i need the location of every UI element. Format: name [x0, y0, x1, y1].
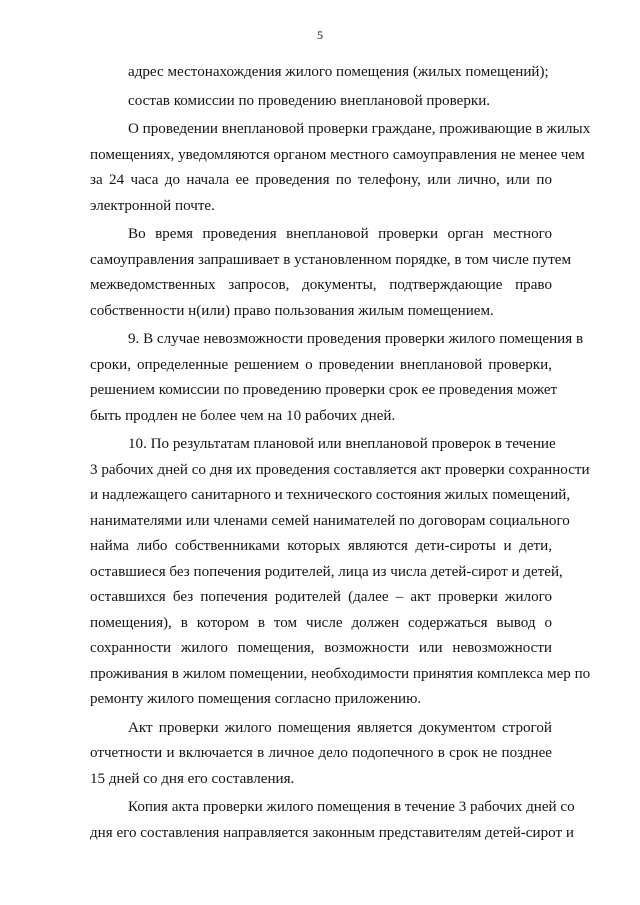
- paragraph: [90, 327, 584, 429]
- text-line: 10. По результатам плановой или внеплановой проверок в течение: [128, 436, 556, 452]
- text-line: адрес местонахождения жилого помещения (жилых помещений);: [128, 64, 549, 80]
- text-line: Акт проверки жилого помещения является документом строгой: [128, 719, 552, 736]
- text-line: электронной почте.: [90, 197, 215, 214]
- text-line: 9. В случае невозможности проведения проверки жилого помещения в: [128, 331, 584, 347]
- text-line: собственности н(или) право пользования жилым помещением.: [90, 302, 494, 319]
- paragraph: [90, 716, 552, 793]
- text-line: нанимателями или членами семей нанимателей по договорам социального: [90, 512, 570, 529]
- paragraph: [90, 117, 591, 219]
- text-line: оставшихся без попечения родителей (далее – акт проверки жилого: [90, 589, 552, 605]
- text-line: 3 рабочих дней со дня их проведения составляется акт проверки сохранности: [90, 461, 590, 478]
- paragraph: [90, 89, 552, 115]
- paragraph: [90, 432, 591, 713]
- text-line: оставшиеся без попечения родителей, лица из числа детей-сирот и детей,: [90, 563, 563, 580]
- text-line: О проведении внеплановой проверки граждане, проживающие в жилых: [128, 121, 591, 137]
- paragraph: [90, 60, 552, 86]
- text-line: решением комиссии по проведению проверки срок ее проведения может: [90, 382, 558, 398]
- text-line: отчетности и включается в личное дело подопечного в срок не позднее: [90, 745, 552, 761]
- text-line: состав комиссии по проведению внеплановой проверки.: [128, 92, 491, 109]
- text-line: проживания в жилом помещении, необходимости принятия комплекса мер по: [90, 665, 591, 682]
- text-line: за 24 часа до начала ее проведения по телефону, или лично, или по: [90, 172, 552, 188]
- paragraph: [90, 795, 575, 846]
- text-line: Во время проведения внеплановой проверки орган местного: [128, 226, 552, 242]
- text-line: межведомственных запросов, документы, подтверждающие право: [90, 277, 552, 293]
- text-line: найма либо собственниками которых являются дети-сироты и дети,: [90, 538, 552, 554]
- text-line: 15 дней со дня его составления.: [90, 770, 295, 787]
- text-line: и надлежащего санитарного и технического состояния жилых помещений,: [90, 487, 571, 503]
- text-line: сроки, определенные решением о проведении внеплановой проверки,: [90, 356, 552, 373]
- text-line: Копия акта проверки жилого помещения в течение 3 рабочих дней со: [128, 799, 575, 815]
- text-line: быть продлен не более чем на 10 рабочих дней.: [90, 407, 396, 424]
- text-line: помещениях, уведомляются органом местного самоуправления не менее чем: [90, 146, 585, 163]
- text-line: сохранности жилого помещения, возможности или невозможности: [90, 640, 552, 656]
- document-body: [90, 60, 591, 849]
- page-number: 5: [317, 28, 323, 42]
- text-line: ремонту жилого помещения согласно приложению.: [90, 691, 422, 707]
- text-line: дня его составления направляется законным представителям детей-сирот и: [90, 824, 574, 841]
- text-line: самоуправления запрашивает в установленном порядке, в том числе путем: [90, 251, 572, 268]
- text-line: помещения), в котором в том числе должен содержаться вывод о: [90, 614, 552, 631]
- paragraph: [90, 222, 572, 324]
